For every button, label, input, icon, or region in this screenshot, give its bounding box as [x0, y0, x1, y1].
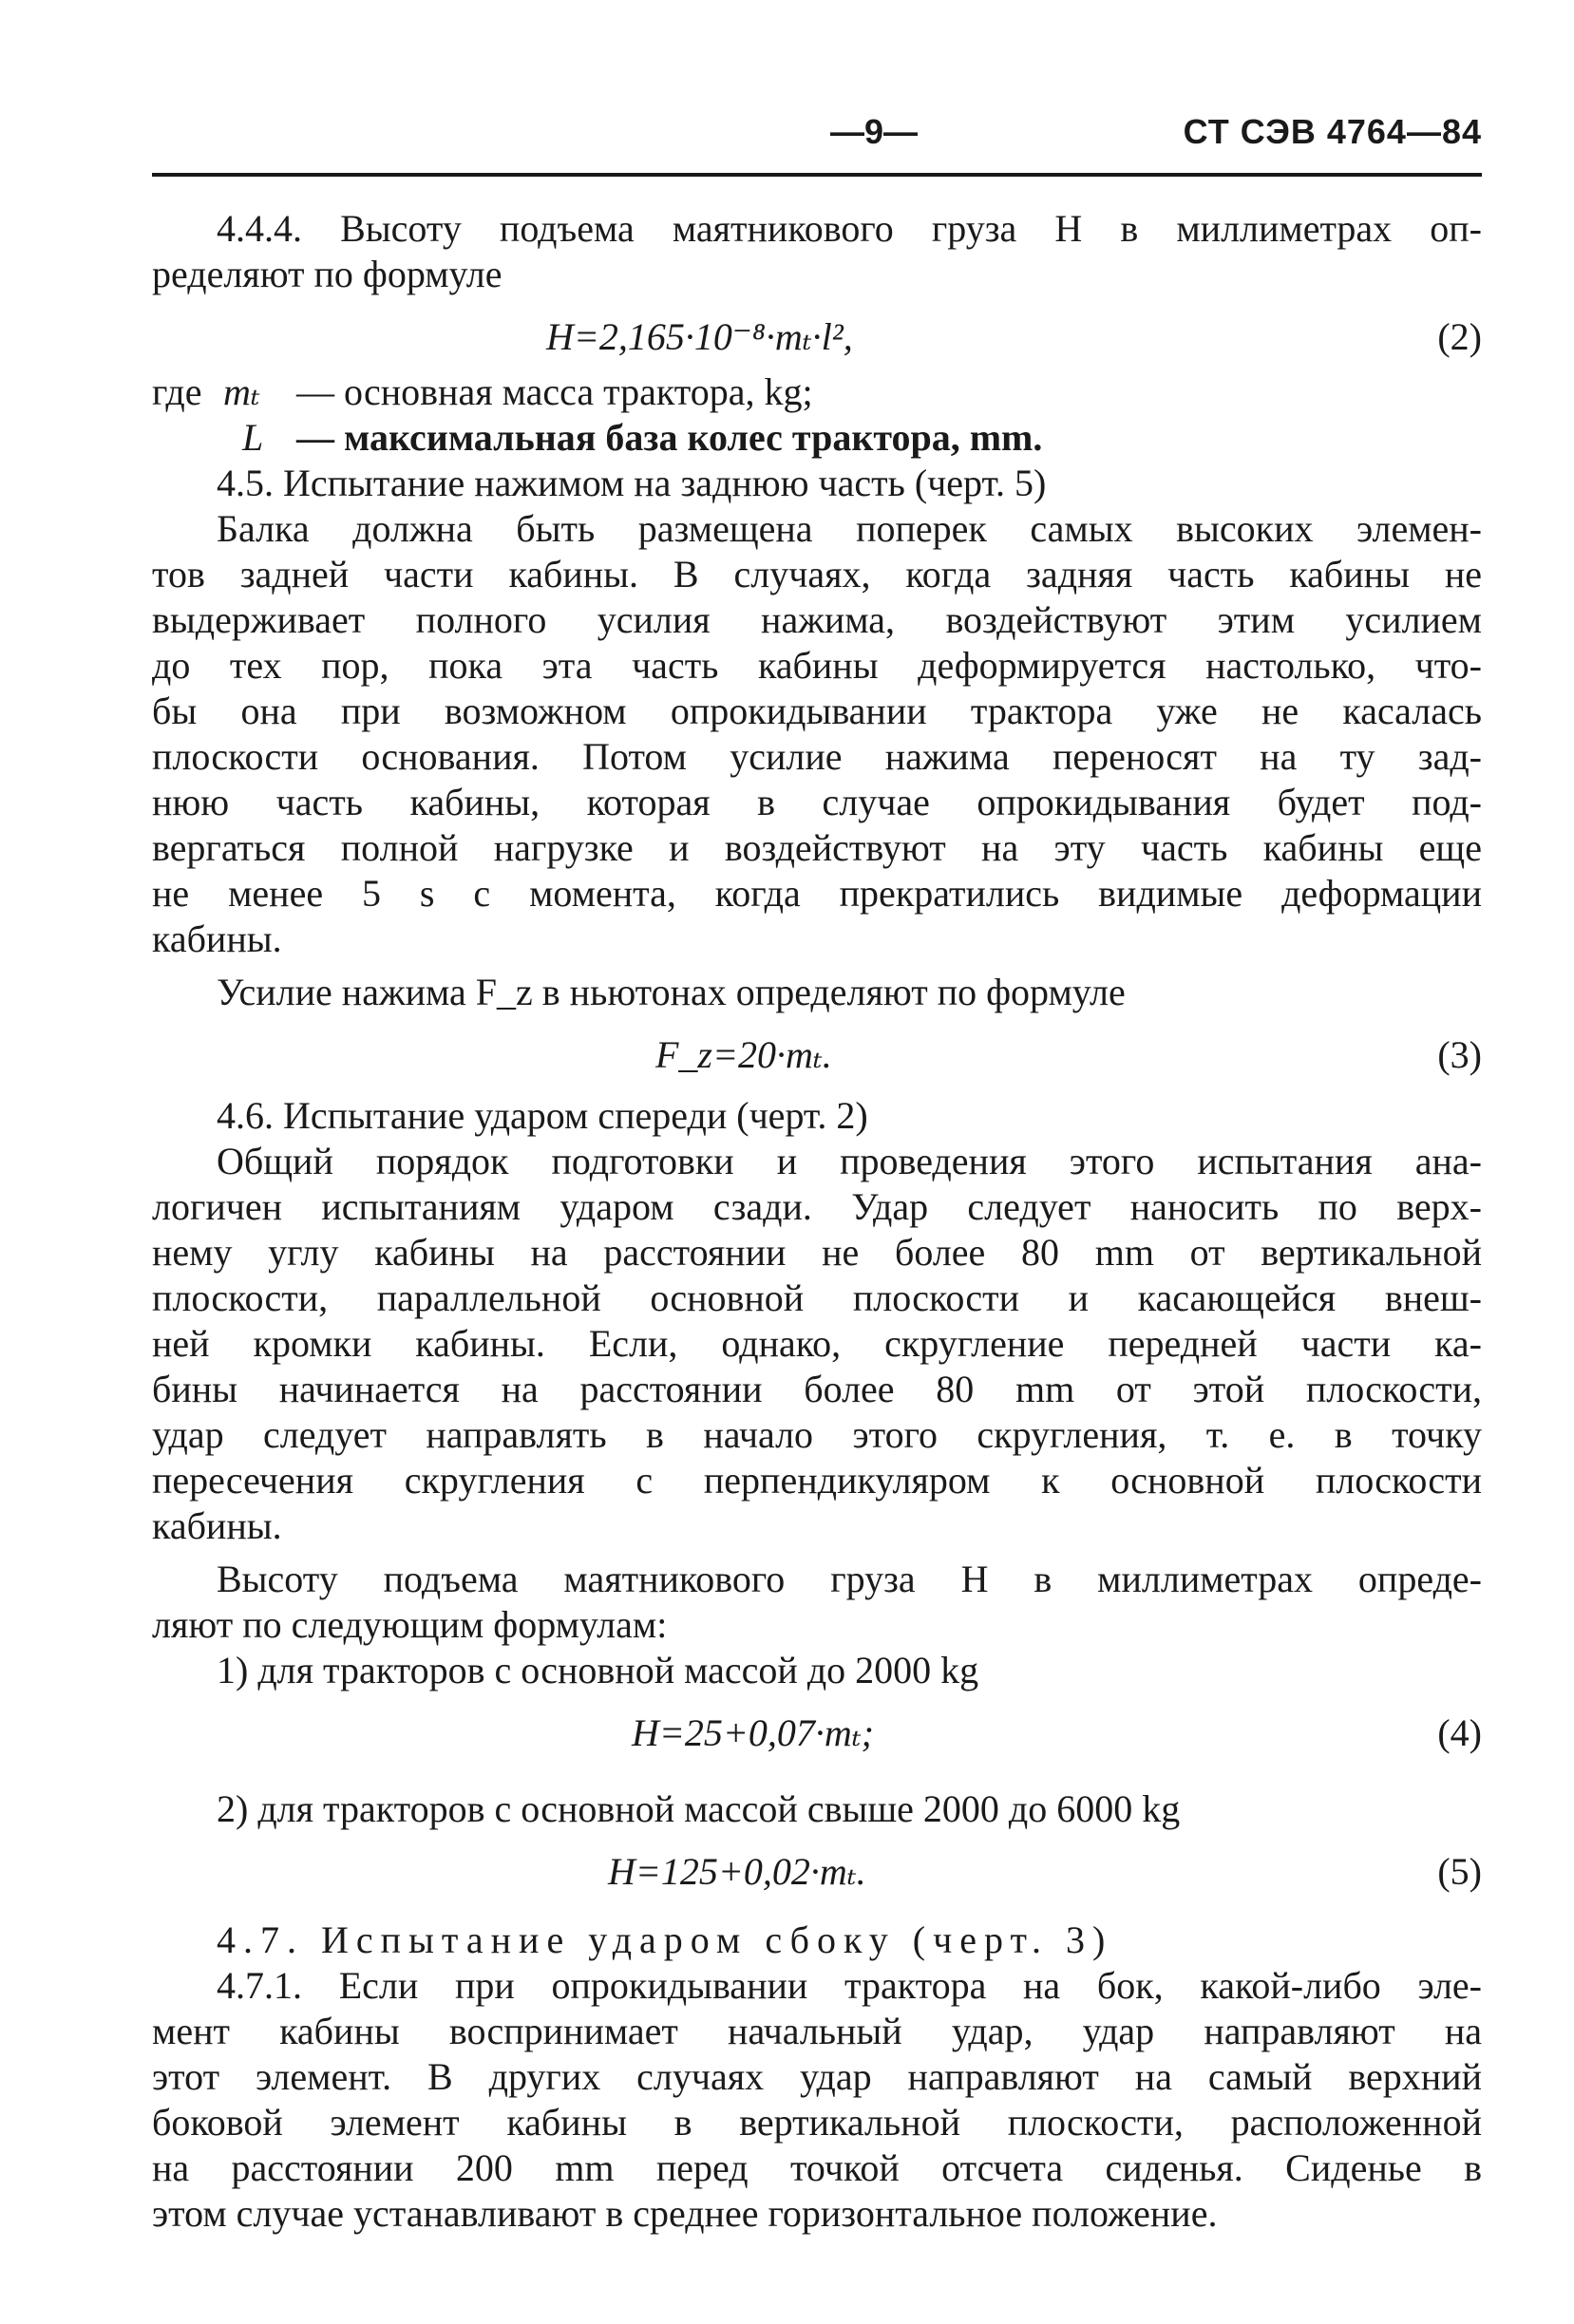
- paragraph-line: плоскости, параллельной основной плоскости и касающейся внеш-: [152, 1276, 1482, 1319]
- paragraph-line: бы она при возможном опрокидывании трактора уже не касалась: [152, 690, 1482, 732]
- paragraph-line: на расстоянии 200 mm перед точкой отсчета сиденья. Сиденье в: [152, 2146, 1482, 2189]
- standard-code: СТ СЭВ 4764—84: [1183, 112, 1482, 151]
- list-item: 1) для тракторов с основной массой до 2000 kg: [217, 1649, 979, 1691]
- paragraph-line: Общий порядок подготовки и проведения этого испытания ана-: [217, 1140, 1482, 1182]
- formula-3: F_z=20·mₜ.: [655, 1033, 832, 1076]
- variable-definition: — основная масса трактора, kg;: [296, 370, 813, 413]
- paragraph-line: логичен испытаниям ударом сзади. Удар следует наносить по верх-: [152, 1185, 1482, 1228]
- paragraph-line: ределяют по формуле: [152, 253, 503, 295]
- paragraph-line: тов задней части кабины. В случаях, когда задняя часть кабины не: [152, 553, 1482, 595]
- paragraph-line: плоскости основания. Потом усилие нажима переносят на ту зад-: [152, 735, 1482, 778]
- section-heading: 4.5. Испытание нажимом на заднюю часть (черт. 5): [217, 462, 1047, 504]
- paragraph-line: боковой элемент кабины в вертикальной плоскости, расположенной: [152, 2101, 1482, 2144]
- paragraph-line: нему углу кабины на расстоянии не более 80 mm от вертикальной: [152, 1231, 1482, 1274]
- paragraph-line: вергаться полной нагрузке и воздействуют на эту часть кабины еще: [152, 826, 1482, 869]
- paragraph-line: мент кабины воспринимает начальный удар, удар направляют на: [152, 2010, 1482, 2052]
- where-label: где: [152, 370, 202, 413]
- paragraph-line: Высоту подъема маятникового груза H в миллиметрах опреде-: [217, 1558, 1482, 1600]
- formula-number-3: (3): [1437, 1033, 1482, 1076]
- paragraph-line: выдерживает полного усилия нажима, воздействуют этим усилием: [152, 598, 1482, 641]
- paragraph-line: 4.4.4. Высоту подъема маятникового груза H в миллиметрах оп-: [217, 207, 1482, 250]
- formula-number-2: (2): [1437, 315, 1482, 358]
- paragraph-line: удар следует направлять в начало этого скругления, т. е. в точку: [152, 1413, 1482, 1456]
- formula-number-5: (5): [1437, 1850, 1482, 1893]
- paragraph-line: бины начинается на расстоянии более 80 mm от этой плоскости,: [152, 1368, 1482, 1410]
- page-number: —9—: [829, 112, 919, 151]
- paragraph-line: не менее 5 s с момента, когда прекратились видимые деформации: [152, 872, 1482, 915]
- paragraph-line: Усилие нажима F_z в ньютонах определяют по формуле: [217, 971, 1126, 1013]
- paragraph-line: ляют по следующим формулам:: [152, 1603, 668, 1646]
- header-rule: [152, 173, 1482, 177]
- variable-symbol: mₜ: [223, 370, 260, 413]
- formula-number-4: (4): [1437, 1711, 1482, 1754]
- paragraph-line: этот элемент. В других случаях удар направляют на самый верхний: [152, 2055, 1482, 2098]
- variable-symbol: L: [242, 416, 264, 459]
- paragraph-line: нюю часть кабины, которая в случае опрокидывания будет под-: [152, 781, 1482, 823]
- section-heading: 4.6. Испытание ударом спереди (черт. 2): [217, 1094, 868, 1137]
- formula-2: H=2,165·10⁻⁸·mₜ·l²,: [546, 315, 853, 358]
- page-header: [152, 112, 1482, 169]
- list-item: 2) для тракторов с основной массой свыше 2000 до 6000 kg: [217, 1787, 1181, 1830]
- formula-4: H=25+0,07·mₜ;: [632, 1711, 874, 1754]
- formula-5: H=125+0,02·mₜ.: [608, 1850, 866, 1893]
- paragraph-line: кабины.: [152, 1504, 282, 1547]
- paragraph-line: кабины.: [152, 917, 282, 960]
- variable-definition: — максимальная база колес трактора, mm.: [296, 416, 1043, 459]
- paragraph-line: этом случае устанавливают в среднее горизонтальное положение.: [152, 2192, 1218, 2235]
- paragraph-line: 4.7.1. Если при опрокидывании трактора на бок, какой-либо эле-: [217, 1964, 1482, 2007]
- paragraph-line: до тех пор, пока эта часть кабины деформируется настолько, что-: [152, 644, 1482, 687]
- paragraph-line: Балка должна быть размещена поперек самых высоких элемен-: [217, 507, 1482, 550]
- paragraph-line: ней кромки кабины. Если, однако, скругление передней части ка-: [152, 1322, 1482, 1365]
- paragraph-line: пересечения скругления с перпендикуляром к основной плоскости: [152, 1459, 1482, 1502]
- section-heading: 4.7. Испытание ударом сбоку (черт. 3): [217, 1918, 1113, 1961]
